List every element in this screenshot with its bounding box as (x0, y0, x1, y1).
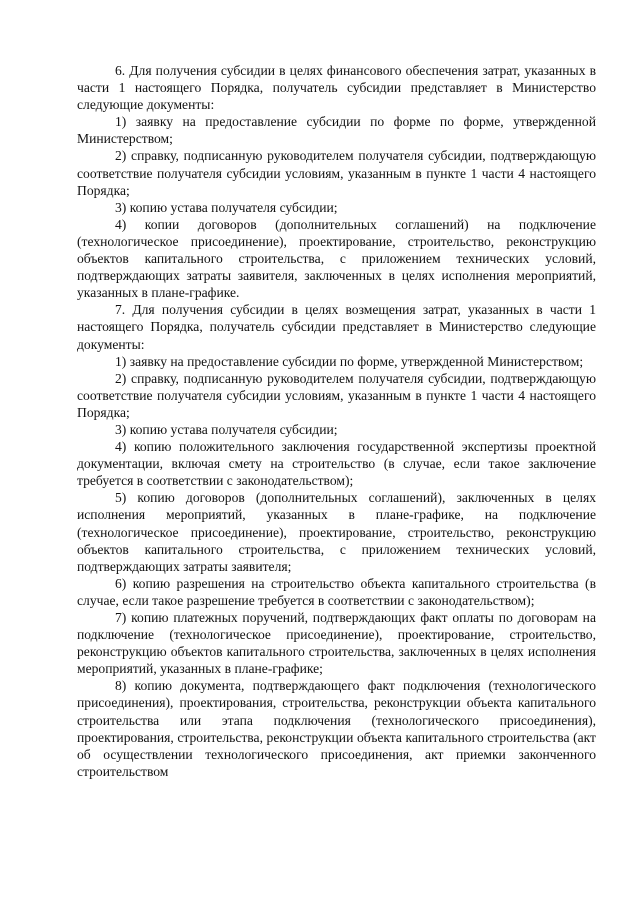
paragraph-7-item-7: 7) копию платежных поручений, подтверждающих факт оплаты по договорам на подключение (технологическое присоединение), проектирование, строительство, реконструкцию объектов капитального строительства, заключенных в целях исполнения мероприятий, указанных в плане-графике; (77, 610, 596, 677)
paragraph-6: 6. Для получения субсидии в целях финансового обеспечения затрат, указанных в части 1 настоящего Порядка, получатель субсидии представляет в Министерство следующие документы: (77, 63, 596, 113)
paragraph-7-item-3: 3) копию устава получателя субсидии; (115, 421, 338, 437)
paragraph-6-item-2: 2) справку, подписанную руководителем получателя субсидии, подтверждающую соответствие получателя субсидии условиям, указанным в пункте 1 части 4 настоящего Порядка; (77, 148, 596, 198)
paragraph-7-item-8: 8) копию документа, подтверждающего факт подключения (технологического присоединения), проектирования, строительства, реконструкции объекта капитального строительства или этапа подключения (технологического присоединения), проектирования, строительства, реконструкции объекта капитального строительства (акт об осуществлении технологического присоединения, акт приемки законченного строительством (77, 678, 596, 779)
paragraph-6-item-3: 3) копию устава получателя субсидии; (115, 199, 338, 215)
paragraph-6-item-1: 1) заявку на предоставление субсидии по форме по форме, утвержденной Министерством; (77, 114, 596, 147)
paragraph-7: 7. Для получения субсидии в целях возмещения затрат, указанных в части 1 настоящего Порядка, получатель субсидии представляет в Министерство следующие документы: (77, 302, 596, 352)
paragraph-7-item-1: 1) заявку на предоставление субсидии по форме, утвержденной Министерством; (115, 353, 584, 369)
paragraph-7-item-2: 2) справку, подписанную руководителем получателя субсидии, подтверждающую соответствие получателя субсидии условиям, указанным в пункте 1 части 4 настоящего Порядка; (77, 370, 596, 420)
paragraph-7-item-4: 4) копию положительного заключения государственной экспертизы проектной документации, включая смету на строительство (в случае, если такое заключение требуется в соответствии с законодательством); (77, 439, 596, 489)
paragraph-7-item-6: 6) копию разрешения на строительство объекта капитального строительства (в случае, если такое разрешение требуется в соответствии с законодательством); (77, 575, 596, 608)
paragraph-7-item-5: 5) копию договоров (дополнительных соглашений), заключенных в целях исполнения мероприятий, указанных в плане-графике, на подключение (технологическое присоединение), проектирование, строительство, реконструкцию объектов капитального строительства, с приложением технических условий, подтверждающих затраты заявителя; (77, 490, 596, 574)
document-page (77, 62, 596, 780)
paragraph-6-item-4: 4) копии договоров (дополнительных соглашений) на подключение (технологическое присоединение), проектирование, строительство, реконструкцию объектов капитального строительства, с приложением технических условий, подтверждающих затраты заявителя, заключенных в целях исполнения мероприятий, указанных в плане-графике. (77, 216, 596, 301)
